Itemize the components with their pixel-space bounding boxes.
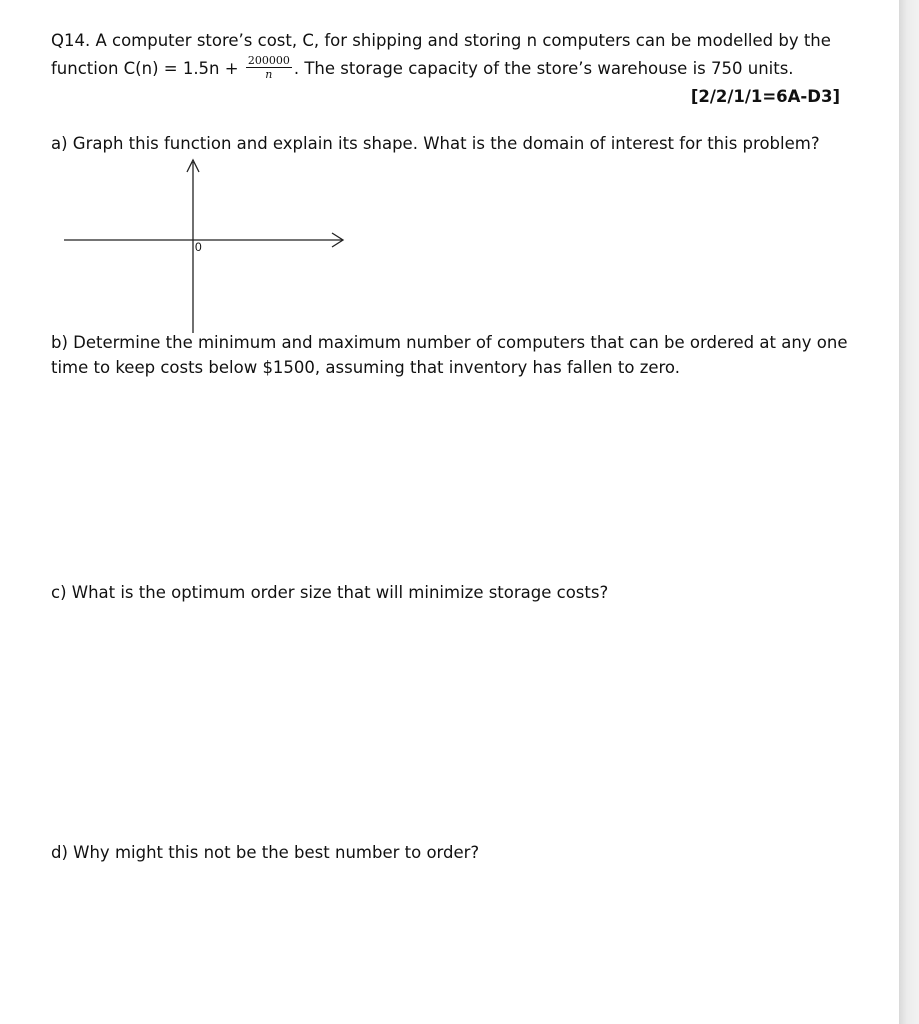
- marks-allocation: [2/2/1/1=6A-D3]: [690, 87, 840, 106]
- part-b-text-line1: b) Determine the minimum and maximum number of computers that can be ordered at any one: [51, 333, 848, 352]
- question-text-line1: Q14. A computer store’s cost, C, for shipping and storing n computers can be modelled by the: [51, 31, 831, 50]
- part-d-text: d) Why might this not be the best number to order?: [51, 843, 480, 862]
- function-prefix: function C(n) = 1.5n +: [51, 59, 239, 78]
- part-a-text: a) Graph this function and explain its shape. What is the domain of interest for this problem?: [51, 134, 820, 153]
- function-suffix: . The storage capacity of the store’s warehouse is 750 units.: [293, 59, 794, 78]
- part-b-text-line2: time to keep costs below $1500, assuming that inventory has fallen to zero.: [51, 358, 680, 377]
- fraction-denominator: n: [265, 68, 273, 81]
- origin-label: 0: [195, 240, 202, 254]
- part-c-text: c) What is the optimum order size that will minimize storage costs?: [51, 583, 609, 602]
- fraction-numerator: 200000: [247, 54, 290, 67]
